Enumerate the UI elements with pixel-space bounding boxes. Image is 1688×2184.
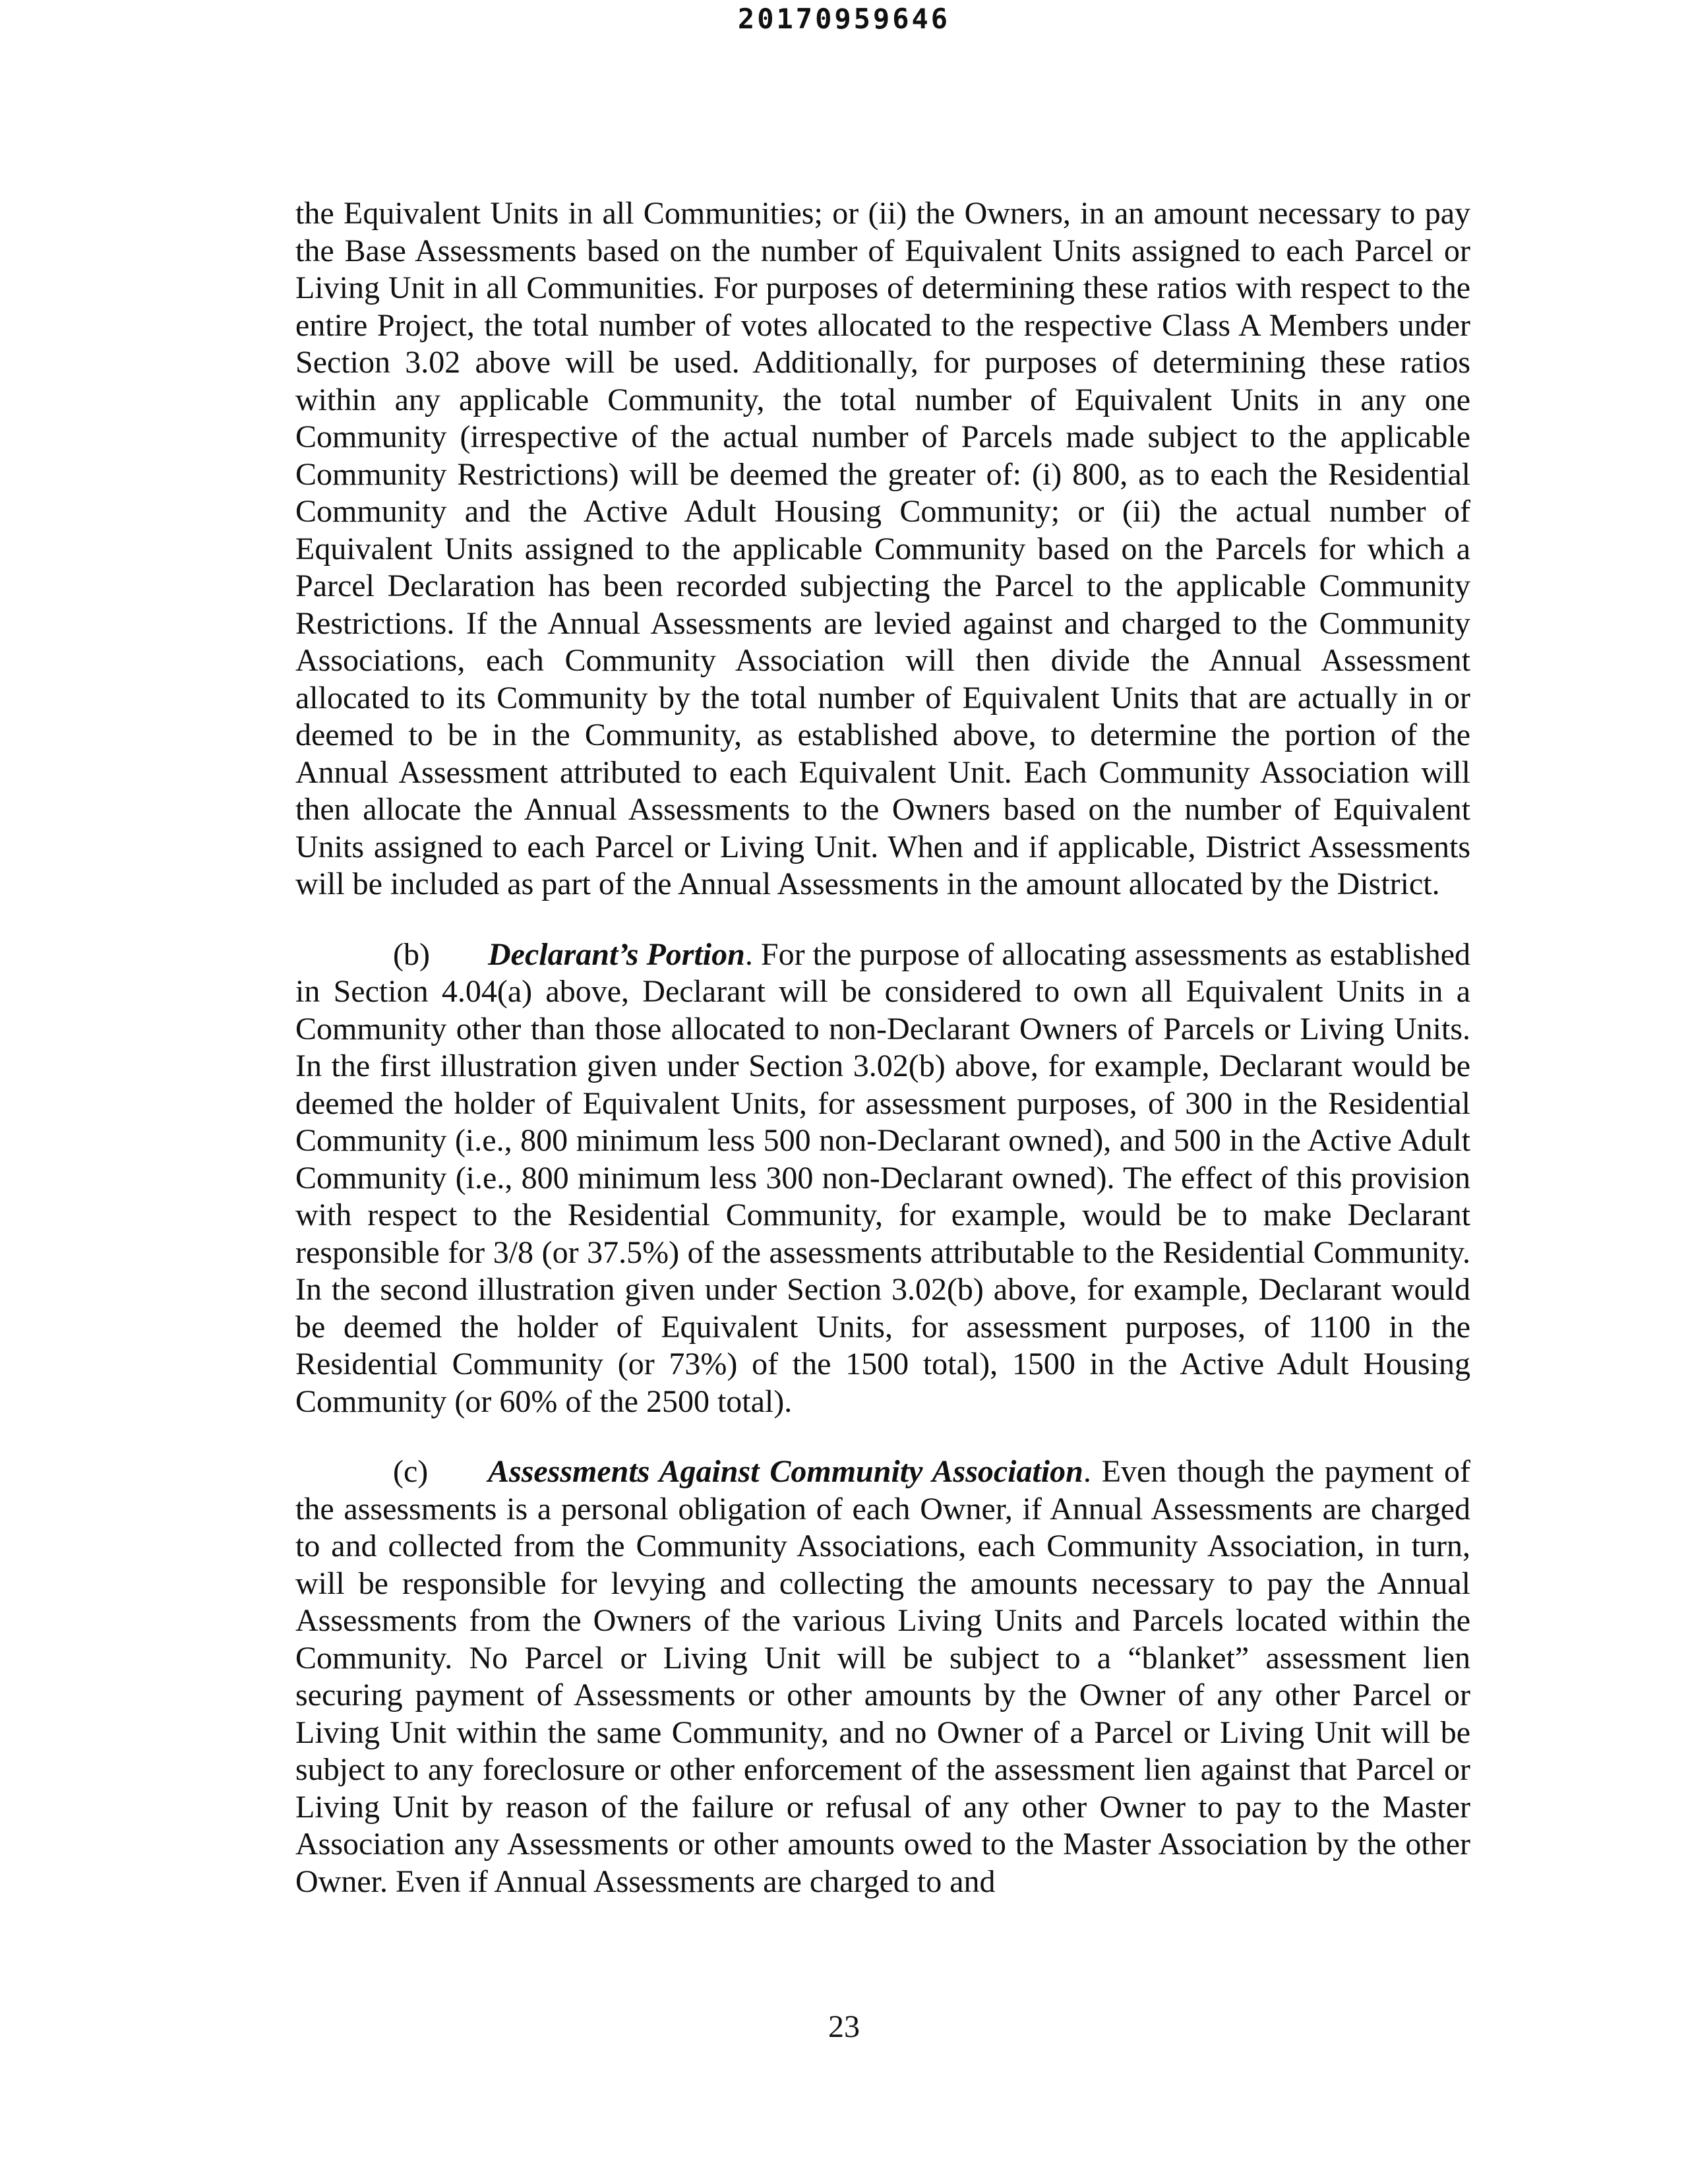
paragraph-c-label: (c) xyxy=(393,1454,429,1489)
paragraph-c-text: . Even though the payment of the assessments is a personal obligation of each Owner, if Annual Assessments are charged to and collected from the Community Associations, each Community Association, in turn, will be responsible for levying and collecting the amounts necessary to pay the Annual Assessments from the Owners of the various Living Units and Parcels located within the Community. No Parcel or Living Unit will be subject to a “blanket” assessment lien securing payment of Assessments or other amounts by the Owner of any other Parcel or Living Unit within the same Community, and no Owner of a Parcel or Living Unit will be subject to any foreclosure or other enforcement of the assessment lien against that Parcel or Living Unit by reason of the failure or refusal of any other Owner to pay to the Master Association any Assessments or other amounts owed to the Master Association by the other Owner. Even if Annual Assessments are charged to and xyxy=(295,1454,1471,1899)
paragraph-b xyxy=(295,936,1470,1421)
paragraph-c-heading: Assessments Against Community Association xyxy=(488,1454,1083,1489)
page-number: 23 xyxy=(828,2009,860,2044)
paragraph-b-label: (b) xyxy=(393,936,430,972)
document-number: 20170959646 xyxy=(737,3,951,35)
document-body xyxy=(295,195,1470,1900)
paragraph-c xyxy=(295,1453,1470,1900)
paragraph-a-continued: the Equivalent Units in all Communities; or (ii) the Owners, in an amount necessary to pay the Base Assessments based on the number of Equivalent Units assigned to each Parcel or Living Unit in all Communities. For purposes of determining these ratios with respect to the entire Project, the total number of votes allocated to the respective Class A Members under Section 3.02 above will be used. Additionally, for purposes of determining these ratios within any applicable Community, the total number of Equivalent Units in any one Community (irrespective of the actual number of Parcels made subject to the applicable Community Restrictions) will be deemed the greater of: (i) 800, as to each the Residential Community and the Active Adult Housing Community; or (ii) the actual number of Equivalent Units assigned to the applicable Community based on the Parcels for which a Parcel Declaration has been recorded subjecting the Parcel to the applicable Community Restrictions. If the Annual Assessments are levied against and charged to the Community Associations, each Community Association will then divide the Annual Assessment allocated to its Community by the total number of Equivalent Units that are actually in or deemed to be in the Community, as established above, to determine the portion of the Annual Assessment attributed to each Equivalent Unit. Each Community Association will then allocate the Annual Assessments to the Owners based on the number of Equivalent Units assigned to each Parcel or Living Unit. When and if applicable, District Assessments will be included as part of the Annual Assessments in the amount allocated by the District. xyxy=(295,196,1470,901)
paragraph-b-text: . For the purpose of allocating assessments as established in Section 4.04(a) above, Declarant will be considered to own all Equivalent Units in a Community other than those allocated to non-Declarant Owners of Parcels or Living Units. In the first illustration given under Section 3.02(b) above, for example, Declarant would be deemed the holder of Equivalent Units, for assessment purposes, of 300 in the Residential Community (i.e., 800 minimum less 500 non-Declarant owned), and 500 in the Active Adult Community (i.e., 800 minimum less 300 non-Declarant owned). The effect of this provision with respect to the Residential Community, for example, would be to make Declarant responsible for 3/8 (or 37.5%) of the assessments attributable to the Residential Community. In the second illustration given under Section 3.02(b) above, for example, Declarant would be deemed the holder of Equivalent Units, for assessment purposes, of 1100 in the Residential Community (or 73%) of the 1500 total), 1500 in the Active Adult Housing Community (or 60% of the 2500 total). xyxy=(295,936,1470,1419)
paragraph-b-heading: Declarant’s Portion xyxy=(488,936,745,972)
